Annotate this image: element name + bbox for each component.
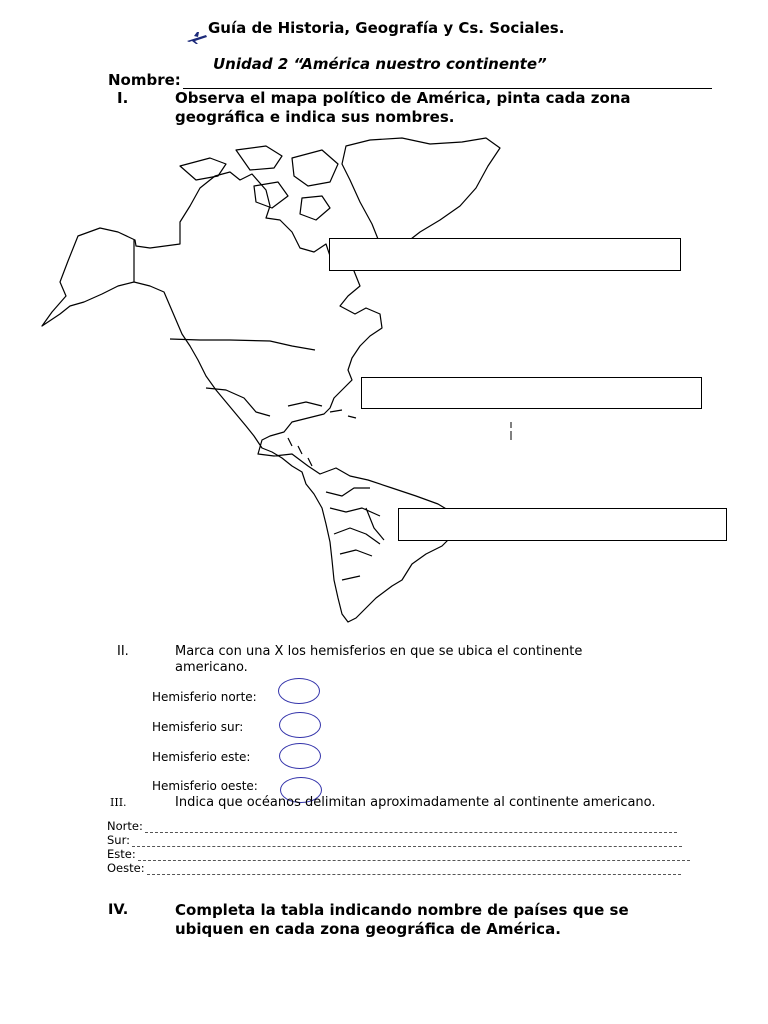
hemisphere-east-checkbox[interactable] bbox=[279, 743, 321, 769]
question-1-text: Observa el mapa político de América, pinta cada zona geográfica e indica sus nombres. bbox=[175, 89, 631, 126]
question-4-number: IV. bbox=[108, 902, 129, 918]
ocean-west-row[interactable] bbox=[107, 861, 681, 875]
unit-subtitle: Unidad 2 “América nuestro continente” bbox=[213, 55, 547, 73]
hemisphere-south-checkbox[interactable] bbox=[279, 712, 321, 738]
ocean-north-line[interactable] bbox=[145, 822, 677, 833]
arctic-islands bbox=[180, 146, 338, 220]
name-label: Nombre: bbox=[108, 71, 181, 89]
page-title: Guía de Historia, Geografía y Cs. Sociales. bbox=[208, 19, 565, 37]
name-line[interactable] bbox=[183, 71, 712, 89]
caribbean-islands bbox=[288, 402, 356, 418]
question-3-text: Indica que océanos delimitan aproximadamente al continente americano. bbox=[175, 795, 656, 810]
question-3-number: III. bbox=[110, 796, 127, 809]
south-america-borders bbox=[326, 488, 384, 580]
hemisphere-west-label: Hemisferio oeste: bbox=[152, 779, 258, 793]
usa-mexico-border bbox=[206, 388, 270, 416]
north-america-answer-box[interactable] bbox=[329, 238, 681, 271]
question-4-text: Completa la tabla indicando nombre de países que se ubiquen en cada zona geográfica de América. bbox=[175, 901, 629, 938]
hemisphere-south-label: Hemisferio sur: bbox=[152, 720, 244, 734]
ocean-west-label: Oeste: bbox=[107, 861, 145, 875]
central-america-borders bbox=[288, 438, 312, 466]
hemisphere-east-label: Hemisferio este: bbox=[152, 750, 251, 764]
name-field[interactable] bbox=[108, 71, 712, 89]
ocean-west-line[interactable] bbox=[147, 864, 681, 875]
ocean-east-row[interactable] bbox=[107, 847, 690, 861]
ocean-north-row[interactable] bbox=[107, 819, 677, 833]
ocean-east-label: Este: bbox=[107, 847, 136, 861]
question-1-number: I. bbox=[117, 89, 129, 107]
ocean-east-line[interactable] bbox=[138, 850, 690, 861]
question-2-number: II. bbox=[117, 644, 129, 659]
text-cursor-mark bbox=[509, 422, 513, 440]
ocean-south-row[interactable] bbox=[107, 833, 682, 847]
ocean-south-label: Sur: bbox=[107, 833, 130, 847]
central-america-answer-box[interactable] bbox=[361, 377, 702, 409]
hemisphere-north-checkbox[interactable] bbox=[278, 678, 320, 704]
plane-icon bbox=[186, 31, 208, 45]
ocean-north-label: Norte: bbox=[107, 819, 143, 833]
hemisphere-north-label: Hemisferio norte: bbox=[152, 690, 257, 704]
question-2-text: Marca con una X los hemisferios en que se ubica el continente americano. bbox=[175, 644, 583, 675]
south-america-answer-box[interactable] bbox=[398, 508, 727, 541]
ocean-south-line[interactable] bbox=[132, 836, 682, 847]
